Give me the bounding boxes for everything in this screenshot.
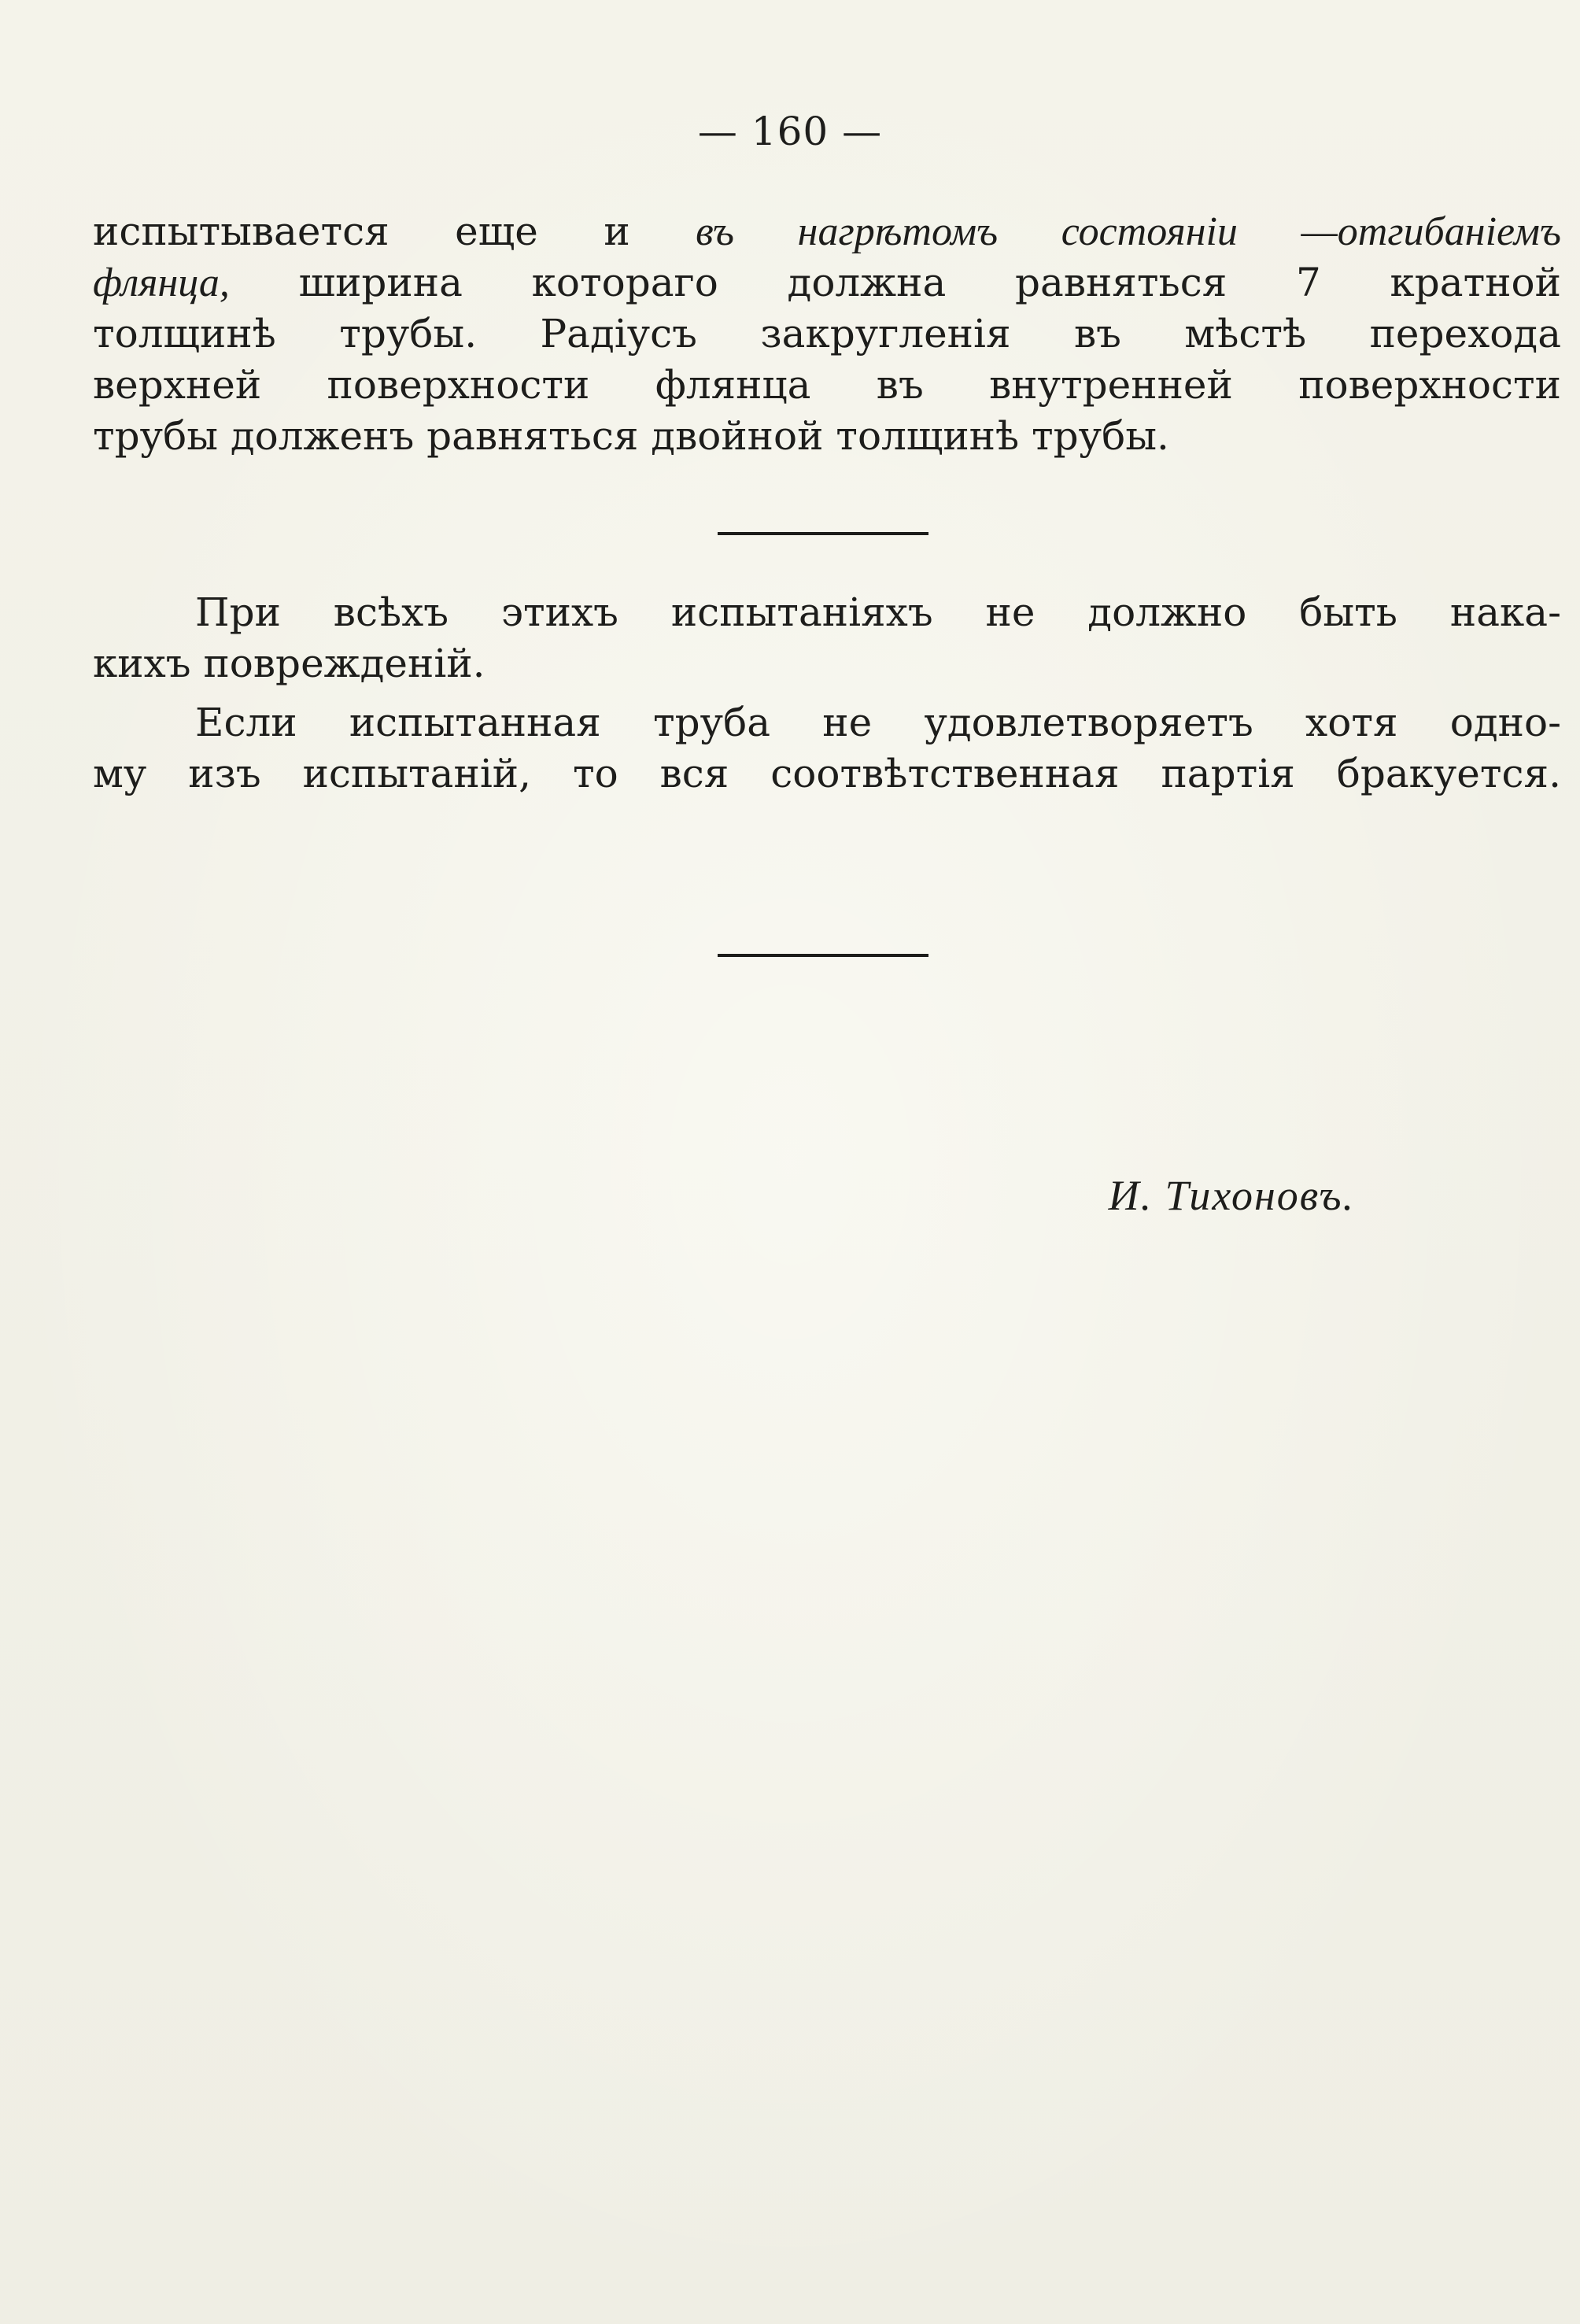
paragraph-line: При всѣхъ этихъ испытаніяхъ не должно быть нака- (195, 589, 1561, 635)
paragraph-line: верхней поверхности флянца въ внутренней поверхности (93, 362, 1561, 408)
section-divider (718, 954, 928, 957)
line-text: испытывается еще и (93, 209, 696, 254)
line-text: ширина котораго должна равняться 7 кратной (229, 260, 1561, 305)
paragraph-line: му изъ испытаній, то вся соотвѣтственная партія бракуется. (93, 751, 1561, 796)
italic-phrase: въ нагрѣтомъ состояніи —отгибаніемъ (696, 209, 1561, 254)
paragraph-batch-rejection (93, 697, 1561, 800)
section-divider (718, 532, 928, 535)
paragraph-line: толщинѣ трубы. Радіусъ закругленія въ мѣстѣ перехода (93, 311, 1561, 357)
paragraph-line: Если испытанная труба не удовлетворяетъ хотя одно- (195, 700, 1561, 745)
paragraph-line (93, 257, 1561, 309)
page-number: — 160 — (697, 109, 883, 154)
paragraph-tube-flange-test (93, 206, 1561, 462)
paragraph-line: кихъ поврежденій. (93, 641, 485, 686)
paragraph-line: трубы долженъ равняться двойной толщинѣ трубы. (93, 413, 1169, 459)
paragraph-no-damage (93, 587, 1561, 689)
italic-word: флянца, (93, 260, 230, 305)
author-signature: И. Тихоновъ. (1108, 1172, 1355, 1219)
paragraph-line (93, 206, 1561, 257)
